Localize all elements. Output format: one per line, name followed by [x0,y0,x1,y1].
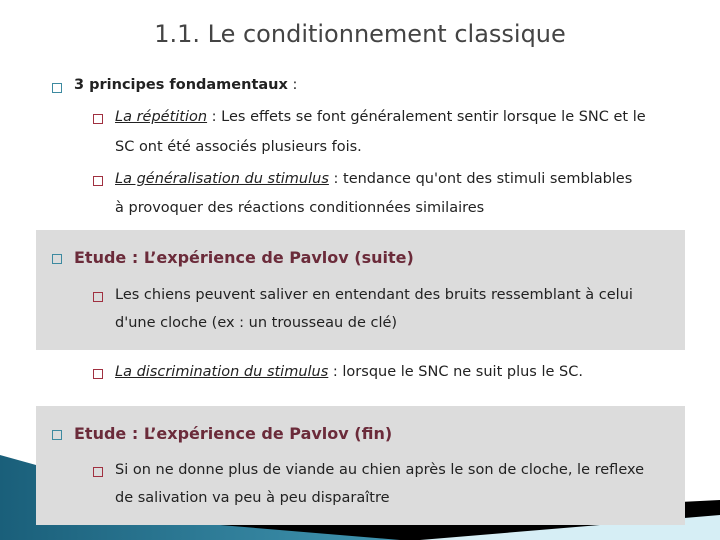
bullet-square-icon [52,254,62,264]
bullet-square-icon [93,369,103,379]
slide-title: 1.1. Le conditionnement classique [154,20,566,48]
bullet-square-icon [93,114,103,124]
list-item: Les chiens peuvent saliver en entendant des bruits ressemblant à celui [115,287,633,303]
section-heading: Etude : L’expérience de Pavlov (fin) [74,424,393,443]
bullet-square-icon [52,430,62,440]
list-item: La répétition : Les effets se font généralement sentir lorsque le SNC et le [115,109,646,125]
bullet-square-icon [52,83,62,93]
list-item-continuation: à provoquer des réactions conditionnées similaires [115,200,485,216]
list-item-continuation: SC ont été associés plusieurs fois. [115,139,362,155]
section-heading: Etude : L’expérience de Pavlov (suite) [74,248,414,267]
list-item-continuation: de salivation va peu à peu disparaître [115,490,390,506]
list-item: Si on ne donne plus de viande au chien après le son de cloche, le reflexe [115,462,645,478]
list-item-continuation: d'une cloche (ex : un trousseau de clé) [115,315,398,331]
list-item: La généralisation du stimulus : tendance qu'ont des stimuli semblables [115,171,633,187]
list-item: La discrimination du stimulus : lorsque le SNC ne suit plus le SC. [115,364,583,380]
bullet-square-icon [93,176,103,186]
section-heading: 3 principes fondamentaux : [74,77,298,93]
bullet-square-icon [93,467,103,477]
bullet-square-icon [93,292,103,302]
